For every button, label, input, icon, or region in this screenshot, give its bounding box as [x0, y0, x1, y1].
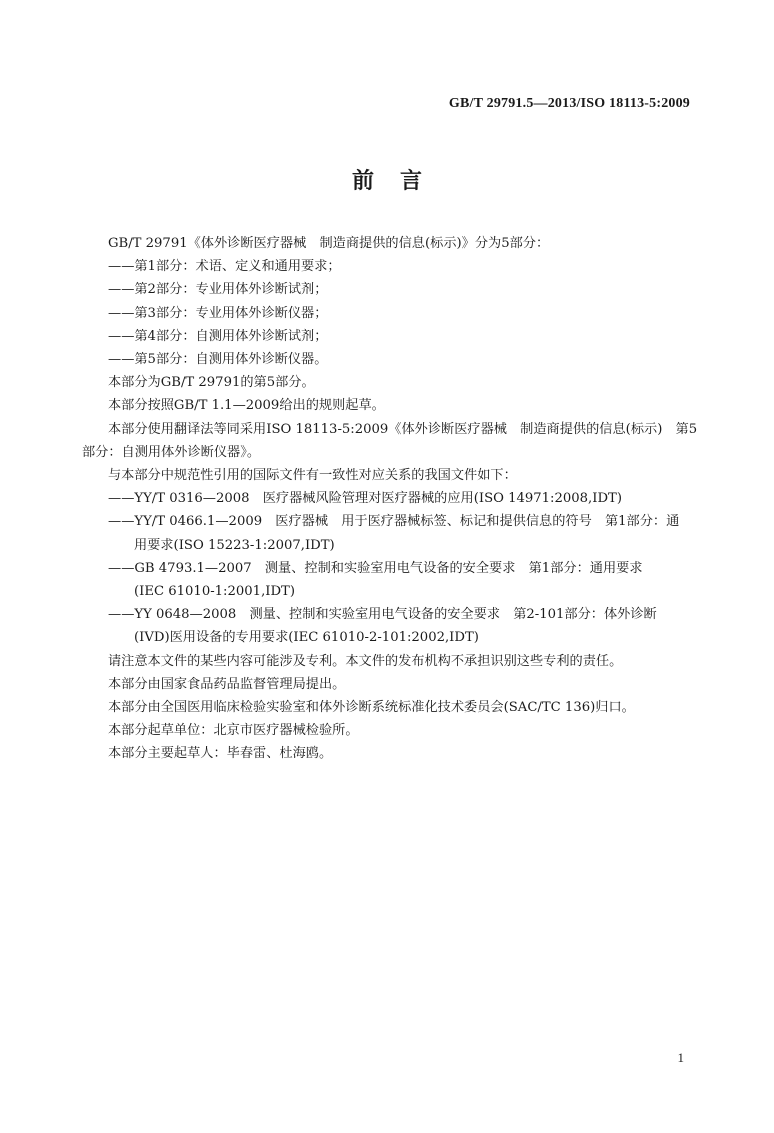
patent-paragraph: 请注意本文件的某些内容可能涉及专利。本文件的发布机构不承担识别这些专利的责任。	[108, 653, 623, 669]
proposed-paragraph: 本部分由国家食品药品监督管理局提出。	[108, 676, 346, 692]
page-title: 前言	[351, 169, 448, 194]
refs-intro-paragraph: 与本部分中规范性引用的国际文件有一致性对应关系的我国文件如下：	[108, 468, 517, 484]
foreword-body	[82, 232, 702, 766]
document-code: GB/T 29791.5—2013/ISO 18113-5:2009	[448, 96, 690, 111]
intro-paragraph: GB/T 29791《体外诊断医疗器械 制造商提供的信息(标示)》分为5部分：	[108, 236, 550, 251]
reference-line: ——YY/T 0466.1—2009 医疗器械 用于医疗器械标签、标记和提供信息的符号 第1部分：通	[108, 514, 680, 530]
reference-item	[82, 603, 702, 649]
page-number: 1	[677, 1050, 684, 1065]
reference-line: ——YY/T 0316—2008 医疗器械风险管理对医疗器械的应用(ISO 14971:2008,IDT)	[108, 491, 622, 507]
part-paragraph: 本部分为GB/T 29791的第5部分。	[108, 375, 315, 391]
reference-line-continuation: (IVD)医用设备的专用要求(IEC 61010-2-101:2002,IDT)	[134, 630, 479, 646]
reference-line-continuation: (IEC 61010-1:2001,IDT)	[134, 584, 295, 600]
translation-paragraph: 本部分使用翻译法等同采用ISO 18113-5:2009《体外诊断医疗器械 制造商提供的信息(标示) 第5部分：自测用体外诊断仪器》。	[82, 421, 698, 460]
reference-line-continuation: 用要求(ISO 15223-1:2007,IDT)	[134, 537, 335, 553]
drafters-paragraph: 本部分主要起草人：毕春雷、杜海鸥。	[108, 746, 333, 762]
centralized-paragraph: 本部分由全国医用临床检验实验室和体外诊断系统标准化技术委员会(SAC/TC 136)归口。	[108, 700, 635, 716]
drafting-unit-paragraph: 本部分起草单位：北京市医疗器械检验所。	[108, 723, 359, 739]
reference-line: ——YY 0648—2008 测量、控制和实验室用电气设备的安全要求 第2-101部分：体外诊断	[108, 607, 657, 623]
part-list-item: ——第5部分：自测用体外诊断仪器。	[108, 352, 328, 368]
reference-item	[82, 510, 702, 556]
part-list-item: ——第1部分：术语、定义和通用要求；	[108, 259, 341, 275]
part-list-item: ——第2部分：专业用体外诊断试剂；	[108, 282, 328, 298]
reference-line: ——GB 4793.1—2007 测量、控制和实验室用电气设备的安全要求 第1部分：通用要求	[108, 560, 643, 576]
reference-item	[82, 557, 702, 603]
reference-item	[82, 487, 702, 510]
rules-paragraph: 本部分按照GB/T 1.1—2009给出的规则起草。	[108, 398, 385, 414]
part-list-item: ——第3部分：专业用体外诊断仪器；	[108, 305, 328, 321]
part-list-item: ——第4部分：自测用体外诊断试剂；	[108, 328, 328, 344]
